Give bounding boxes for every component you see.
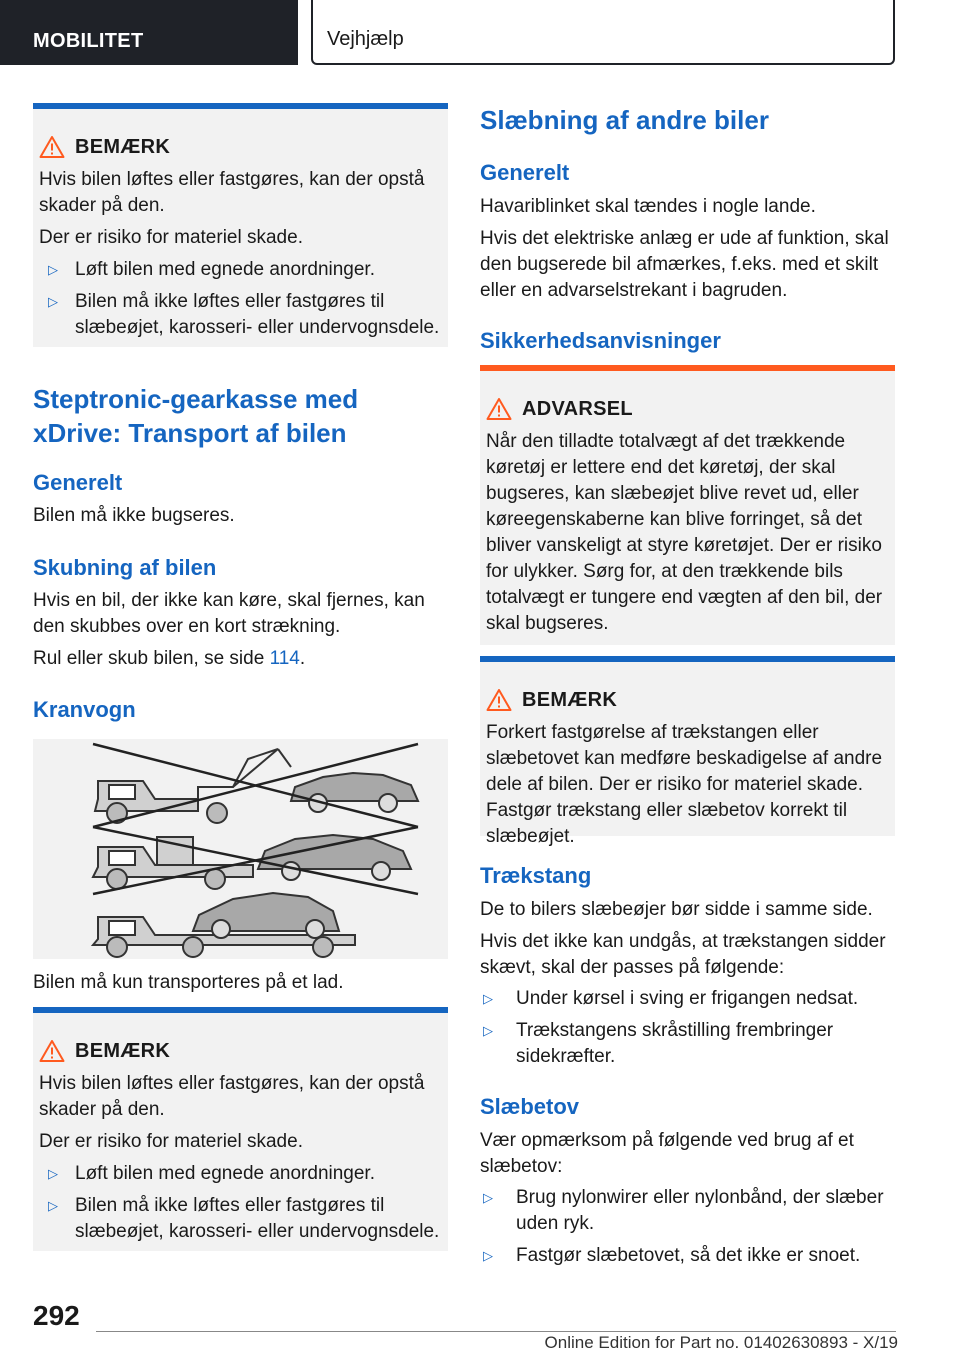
note-box — [33, 103, 448, 347]
list-item: ▷ Fastgør slæbetovet, så det ikke er snoet. — [480, 1243, 895, 1269]
note-text: Der er risiko for materiel skade. — [39, 227, 303, 248]
section-heading: Steptronic-gearkasse med xDrive: Transport af bilen — [33, 384, 359, 448]
warning-title: ADVARSEL — [522, 397, 633, 420]
bullet-triangle-icon: ▷ — [48, 1166, 58, 1181]
note-header — [39, 1037, 448, 1065]
list-item: ▷ Løft bilen med egnede anordninger. — [39, 257, 448, 283]
warning-triangle-icon — [486, 397, 512, 421]
body-text: Hvis det ikke kan undgås, at trækstangen sidder skævt, skal der passes på følgende: — [480, 931, 886, 978]
note-title: BEMÆRK — [75, 135, 171, 158]
header-section-label: MOBILITET — [33, 30, 144, 52]
note-box — [480, 656, 895, 847]
bullet-triangle-icon: ▷ — [48, 294, 58, 309]
warning-box — [480, 365, 895, 645]
page-link[interactable]: 114 — [269, 648, 300, 669]
subheading: Sikkerhedsanvisninger — [480, 328, 721, 353]
warning-header — [486, 395, 895, 423]
page-number: 292 — [33, 1300, 80, 1331]
bullet-triangle-icon: ▷ — [48, 262, 58, 277]
header-section-tab — [0, 0, 298, 65]
body-text: De to bilers slæbeøjer bør sidde i samme side. — [480, 899, 873, 920]
traekstang-list — [480, 986, 895, 1076]
subheading: Kranvogn — [33, 697, 136, 722]
note-title: BEMÆRK — [75, 1039, 171, 1062]
list-item: ▷ Under kørsel i sving er frigangen nedsat. — [480, 986, 895, 1012]
subheading: Skubning af bilen — [33, 555, 217, 580]
list-item: ▷ Løft bilen med egnede anordninger. — [39, 1161, 448, 1187]
towing-illustration — [33, 739, 448, 959]
tow-truck-diagram — [33, 739, 448, 959]
note-text: Hvis bilen løftes eller fastgøres, kan der opstå skader på den. — [39, 169, 425, 216]
body-text: Bilen må ikke bugseres. — [33, 505, 235, 526]
body-text: Vær opmærksom på følgende ved brug af et slæbetov: — [480, 1130, 854, 1177]
body-text: Hvis det elektriske anlæg er ude af funktion, skal den bugserede bil afmærkes, f.eks. med et skilt eller en advarselstrekant i bagruden. — [480, 228, 889, 301]
note-list — [39, 1161, 448, 1245]
list-item: ▷ Trækstangens skråstilling frembringer sidekræfter. — [483, 1020, 834, 1067]
bullet-triangle-icon: ▷ — [48, 1198, 58, 1213]
subheading: Generelt — [480, 160, 570, 185]
footer-divider — [96, 1331, 896, 1332]
note-text: Der er risiko for materiel skade. — [39, 1131, 303, 1152]
subheading: Trækstang — [480, 863, 592, 888]
header-chapter-label: Vejhjælp — [327, 28, 404, 50]
note-box — [33, 1007, 448, 1251]
note-text: Hvis bilen løftes eller fastgøres, kan der opstå skader på den. — [39, 1073, 425, 1120]
subheading: Slæbetov — [480, 1094, 580, 1119]
warning-triangle-icon — [39, 135, 65, 159]
body-text: Bilen må kun transporteres på et lad. — [33, 972, 344, 993]
header-chapter-tab — [311, 0, 895, 65]
body-text: Havariblinket skal tændes i nogle lande. — [480, 196, 816, 217]
footer-edition: Online Edition for Part no. 01402630893 - X/19 — [544, 1333, 898, 1352]
bullet-triangle-icon: ▷ — [483, 1248, 493, 1263]
list-item: ▷ Bilen må ikke løftes eller fastgøres til slæbeøjet, karosseri- eller undervognsdele. — [48, 1195, 440, 1242]
bullet-triangle-icon: ▷ — [483, 1023, 493, 1038]
list-item: ▷ Bilen må ikke løftes eller fastgøres til slæbeøjet, karosseri- eller undervognsdele. — [48, 291, 440, 338]
bullet-triangle-icon: ▷ — [483, 1190, 493, 1205]
subheading: Generelt — [33, 470, 123, 495]
list-item: ▷ Brug nylonwirer eller nylonbånd, der slæber uden ryk. — [483, 1187, 884, 1234]
body-text: Hvis en bil, der ikke kan køre, skal fjernes, kan den skubbes over en kort strækning. — [33, 590, 425, 637]
bullet-triangle-icon: ▷ — [483, 991, 493, 1006]
note-list — [39, 257, 448, 341]
note-text: Forkert fastgørelse af trækstangen eller slæbetovet kan medføre beskadigelse af andre dele af bilen. Der er risiko for materiel skade. Fastgør trækstang eller slæbetov korrekt til slæbeøjet. — [486, 722, 883, 847]
slaebetov-list — [480, 1185, 895, 1275]
note-header — [39, 133, 448, 161]
section-heading: Slæbning af andre biler — [480, 105, 769, 135]
note-title: BEMÆRK — [522, 688, 618, 711]
body-text: Rul eller skub bilen, se side 114. — [33, 648, 306, 669]
note-header — [486, 686, 895, 714]
warning-triangle-icon — [486, 688, 512, 712]
warning-triangle-icon — [39, 1039, 65, 1063]
warning-text: Når den tilladte totalvægt af det trækkende køretøj er lettere end det køretøj, der skal bugseres, kan slæbeøjet blive revet ud, eller køreegenskaberne kan blive forringet, så det bliver vanskeligt at styre køretøjet. Der er risiko for ulykker. Sørg for, at den trækkende bils totalvægt er tungere end vægten af den bil, der skal bugseres. — [486, 431, 883, 634]
